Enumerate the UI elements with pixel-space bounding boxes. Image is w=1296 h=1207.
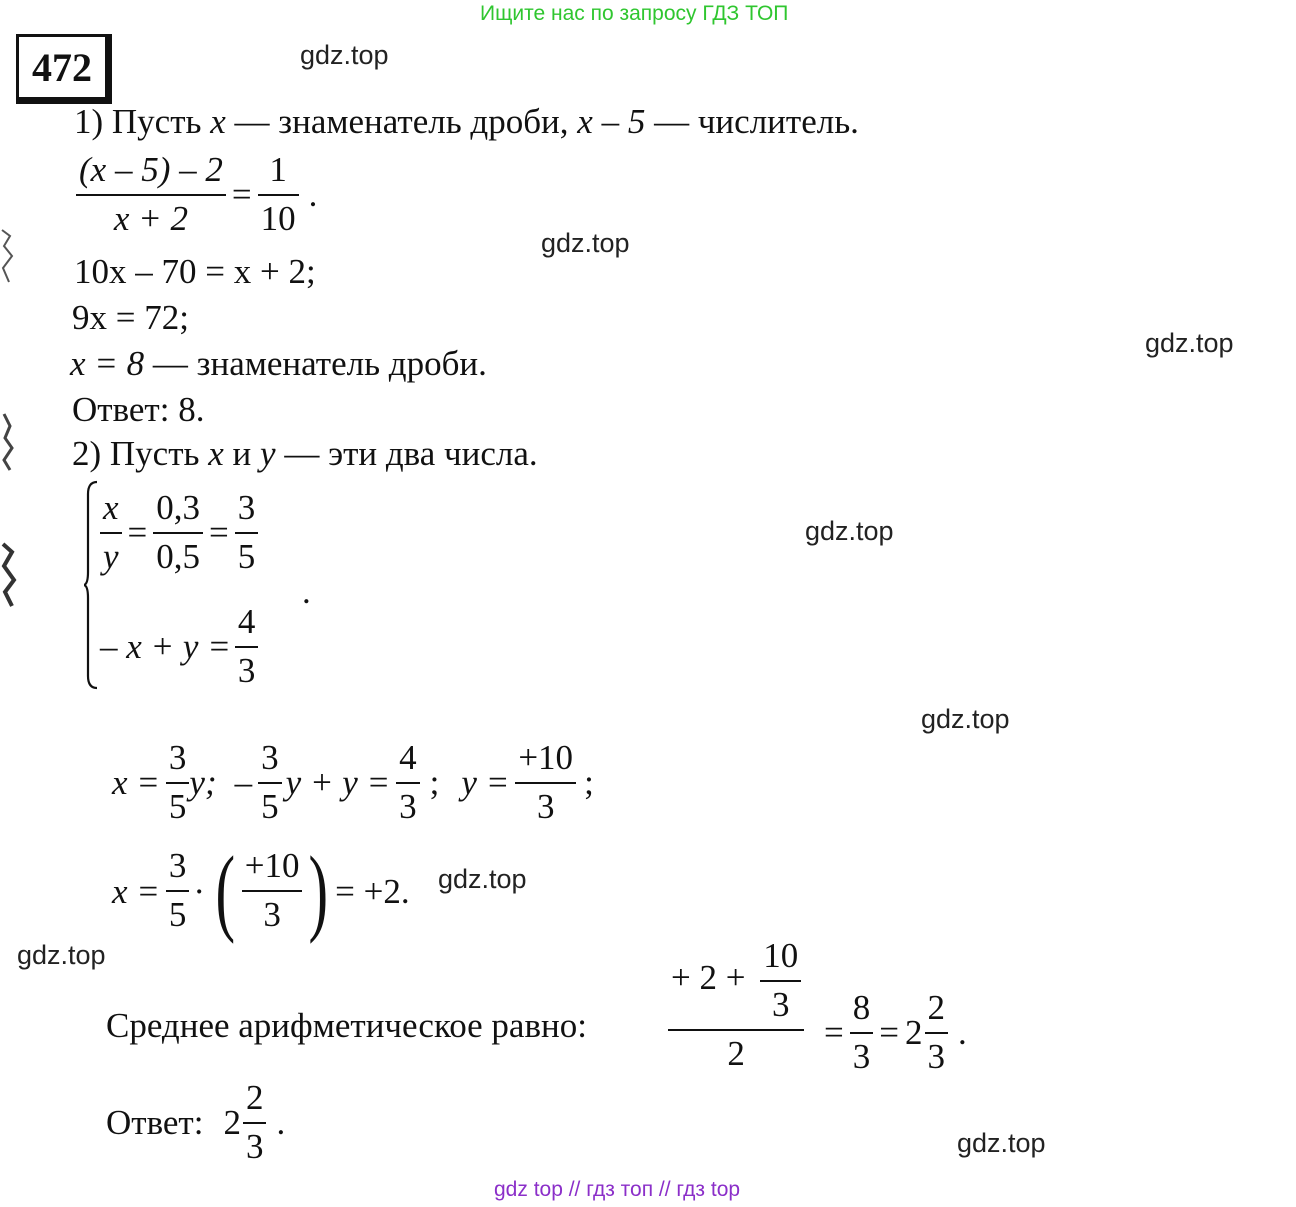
fraction-numerator: x xyxy=(103,488,119,527)
scan-artifact xyxy=(0,226,20,286)
mean-top-prefix: + 2 + xyxy=(671,957,746,997)
part1-x-value: x = 8 xyxy=(70,344,145,383)
fraction xyxy=(235,490,259,576)
equals-sign: = xyxy=(824,1013,844,1053)
final-answer xyxy=(106,1080,285,1166)
multiply-dot: · xyxy=(193,871,206,911)
scan-artifact xyxy=(0,540,20,610)
fraction-denominator: 5 xyxy=(261,786,279,826)
part2-intro-line xyxy=(72,436,538,471)
fraction-denominator: 5 xyxy=(237,536,256,576)
watermark: gdz.top xyxy=(438,864,527,894)
fraction xyxy=(166,848,190,934)
expr-x-minus-5: x – 5 xyxy=(577,102,646,141)
period: . xyxy=(302,572,311,611)
part1-equation xyxy=(76,152,317,238)
solve-step-line xyxy=(112,740,594,826)
top-banner[interactable]: Ищите нас по запросу ГДЗ ТОП xyxy=(480,2,789,25)
fraction-denominator: 3 xyxy=(245,1126,264,1166)
step-y: y; xyxy=(189,763,217,803)
fraction-bar xyxy=(243,1122,267,1124)
var-x: x xyxy=(208,434,224,473)
fraction-numerator: 0,3 xyxy=(156,488,201,527)
mean-whole: 2 xyxy=(905,1013,923,1053)
fraction-bar xyxy=(515,782,576,784)
fraction xyxy=(850,990,874,1076)
period: . xyxy=(308,175,318,215)
mean-expression xyxy=(668,938,804,1072)
fraction-bar xyxy=(153,532,203,534)
fraction-bar xyxy=(242,890,303,892)
fraction-denominator: 5 xyxy=(168,895,187,934)
part1-line4 xyxy=(70,346,487,381)
final-whole: 2 xyxy=(223,1103,241,1143)
fraction-numerator: 4 xyxy=(237,602,256,641)
var-x: x xyxy=(210,102,226,141)
watermark: gdz.top xyxy=(17,940,106,970)
fraction-bar xyxy=(668,1029,804,1031)
mean-top xyxy=(668,938,804,1024)
fraction-bar xyxy=(258,194,299,196)
fraction-denominator: 3 xyxy=(852,1036,871,1076)
equals-sign: = xyxy=(879,1013,899,1053)
fraction xyxy=(515,740,576,826)
fraction-denominator: 3 xyxy=(536,786,555,826)
step2-sep: ; xyxy=(429,763,440,803)
fraction-denominator: x + 2 xyxy=(113,198,188,238)
step2-minus: – xyxy=(234,763,253,803)
fraction xyxy=(243,1080,267,1166)
fraction-denominator: y xyxy=(103,536,119,576)
fraction-denominator: 2 xyxy=(727,1033,745,1073)
fraction-numerator: 2 xyxy=(245,1078,264,1117)
fraction-numerator: 1 xyxy=(269,150,287,189)
step2-text: y + y = xyxy=(285,763,391,803)
fraction-bar xyxy=(850,1032,874,1034)
watermark: gdz.top xyxy=(921,704,1010,734)
final-label: Ответ: xyxy=(106,1103,204,1143)
problem-number: 472 xyxy=(16,34,112,104)
fraction-bar xyxy=(100,532,122,534)
part1-intro: 1) Пусть xyxy=(74,102,202,141)
fraction-denominator: 10 xyxy=(260,198,296,238)
fraction-denominator: 3 xyxy=(927,1036,945,1076)
fraction-numerator: 10 xyxy=(763,936,799,975)
calc-x: x = xyxy=(112,871,160,911)
fraction-bar xyxy=(258,782,282,784)
fraction-numerator: +10 xyxy=(518,738,574,777)
part1-answer: Ответ: 8. xyxy=(72,390,205,429)
fraction-denominator: 0,5 xyxy=(156,536,201,576)
system-eq2-lhs: – x + y = xyxy=(100,627,231,667)
left-paren: ( xyxy=(215,837,236,945)
right-paren: ) xyxy=(308,837,329,945)
var-y: y xyxy=(260,434,276,473)
part1-intro2: — знаменатель дроби, xyxy=(234,102,569,141)
part1-intro3: — числитель. xyxy=(654,102,859,141)
system-brace xyxy=(84,480,98,690)
fraction-numerator: 3 xyxy=(237,488,256,527)
fraction xyxy=(396,740,420,826)
fraction-numerator: 8 xyxy=(852,988,871,1027)
equals-sign: = xyxy=(209,513,229,553)
fraction xyxy=(925,990,949,1076)
watermark: gdz.top xyxy=(541,228,630,258)
fraction xyxy=(258,152,299,238)
fraction-bar xyxy=(166,782,190,784)
fraction-numerator: 3 xyxy=(168,846,187,886)
calc-result: = +2. xyxy=(335,871,410,911)
part1-line3: 9x = 72; xyxy=(72,298,189,337)
step3-y: y = xyxy=(461,763,510,803)
fraction-denominator: 3 xyxy=(399,786,417,826)
part1-intro-line xyxy=(74,104,859,139)
footer-links[interactable]: gdz top // гдз топ // гдз top xyxy=(494,1178,741,1201)
fraction-bar xyxy=(235,646,259,648)
fraction xyxy=(668,938,804,1072)
fraction xyxy=(235,604,259,690)
scan-artifact xyxy=(0,412,20,472)
part1-line4-text: — знаменатель дроби. xyxy=(152,344,487,383)
mean-result xyxy=(818,990,967,1076)
period: . xyxy=(276,1103,286,1143)
part2-intro: 2) Пусть xyxy=(72,434,200,473)
fraction-bar xyxy=(166,890,190,892)
fraction xyxy=(166,740,190,826)
fraction-bar xyxy=(396,782,420,784)
fraction xyxy=(258,740,282,826)
fraction xyxy=(242,848,303,934)
fraction xyxy=(100,490,122,576)
fraction-bar xyxy=(925,1032,949,1034)
and-word: и xyxy=(232,434,252,473)
fraction xyxy=(153,490,203,576)
fraction-denominator: 3 xyxy=(237,650,256,690)
fraction-denominator: 5 xyxy=(168,786,187,826)
mean-label: Среднее арифметическое равно: xyxy=(106,1006,587,1045)
fraction-numerator: 4 xyxy=(399,738,417,777)
fraction-numerator: (x – 5) – 2 xyxy=(79,150,223,189)
fraction xyxy=(76,152,226,238)
part1-line2: 10x – 70 = x + 2; xyxy=(74,252,316,291)
system-eq1 xyxy=(100,490,258,576)
part2-intro2: — эти два числа. xyxy=(284,434,538,473)
watermark: gdz.top xyxy=(1145,328,1234,358)
watermark: gdz.top xyxy=(300,40,389,70)
fraction-numerator: +10 xyxy=(244,846,300,886)
step-x: x = xyxy=(112,763,160,803)
equals-sign: = xyxy=(127,513,148,553)
period: . xyxy=(958,1013,967,1053)
equals-sign: = xyxy=(231,175,252,215)
fraction-numerator: 3 xyxy=(168,738,187,777)
watermark: gdz.top xyxy=(957,1128,1046,1158)
system-eq2 xyxy=(100,604,258,690)
step3-end: ; xyxy=(584,763,594,803)
fraction-denominator: 3 xyxy=(771,984,790,1024)
fraction-bar xyxy=(235,532,259,534)
watermark: gdz.top xyxy=(805,516,894,546)
calc-line xyxy=(112,837,410,945)
fraction-numerator: 2 xyxy=(927,988,945,1027)
fraction-denominator: 3 xyxy=(263,895,281,934)
fraction xyxy=(760,938,801,1024)
fraction-numerator: 3 xyxy=(261,738,279,777)
fraction-bar xyxy=(76,194,226,196)
fraction-bar xyxy=(760,980,801,982)
